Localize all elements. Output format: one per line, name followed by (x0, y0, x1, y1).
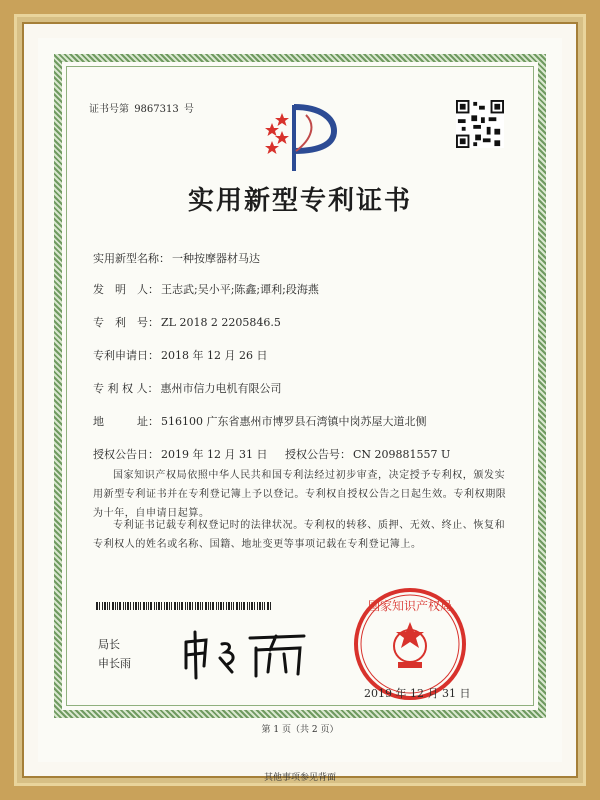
patent-number-label: 专 利 号： (93, 316, 159, 329)
address-value: 516100 广东省惠州市博罗县石湾镇中岗苏屋大道北侧 (161, 415, 427, 428)
barcode (96, 602, 272, 610)
grant-statement-paragraph: 国家知识产权局依照中华人民共和国专利法经过初步审查，决定授予专利权，颁发实用新型专利证书并在专利登记簿上予以登记。专利权自授权公告之日起生效。专利权期限为十年，自申请日起算。 (93, 470, 507, 519)
patent-number-row (93, 314, 281, 330)
signer-role: 局长 (98, 638, 120, 651)
svg-text:国家知识产权局: 国家知识产权局 (367, 599, 453, 613)
patentee-label: 专 利 权 人： (93, 382, 159, 395)
grant-number-label: 授权公告号： (284, 448, 351, 461)
patentee-row (93, 380, 282, 396)
filing-date-label: 专利申请日： (93, 349, 159, 362)
certificate-number-label: 证书号第 (89, 104, 129, 115)
certificate-number (89, 100, 196, 115)
filing-date-value: 2018 年 12 月 26 日 (161, 349, 268, 362)
grant-info-row (93, 446, 450, 462)
grant-date-label: 授权公告日： (93, 448, 159, 461)
seal-date: 2019 年 12 月 31 日 (364, 687, 471, 700)
grant-number-value: CN 209881557 U (352, 448, 451, 461)
utility-model-name-row (93, 250, 260, 266)
handwritten-signature (180, 628, 310, 680)
certificate-number-suffix: 号 (183, 104, 194, 115)
filing-date-row (93, 347, 267, 363)
certificate-number-value: 9867313 (134, 104, 179, 115)
address-label: 地 址： (93, 415, 159, 428)
inventors-label: 发 明 人： (93, 283, 159, 296)
grant-date-value: 2019 年 12 月 31 日 (161, 448, 268, 461)
legal-status-paragraph: 专利证书记载专利权登记时的法律状况。专利权的转移、质押、无效、终止、恢复和专利权人的姓名或名称、国籍、地址变更等事项记载在专利登记簿上。 (93, 520, 506, 550)
patent-number-value: ZL 2018 2 2205846.5 (161, 316, 281, 329)
certificate-paper (38, 38, 562, 762)
inventors-row (93, 281, 319, 297)
page-number: 第 1 页（共 2 页） (261, 725, 339, 735)
certificate-title: 实用新型专利证书 (187, 186, 412, 216)
utility-model-name-label: 实用新型名称： (93, 252, 170, 265)
signer-name: 申长雨 (98, 657, 131, 670)
footer-note: 其他事项参见背面 (263, 773, 336, 783)
address-row (93, 413, 427, 429)
qr-code (456, 100, 504, 148)
patentee-value: 惠州市信力电机有限公司 (160, 382, 282, 395)
patent-office-logo (260, 95, 340, 175)
utility-model-name-value: 一种按摩器材马达 (172, 252, 260, 265)
inventors-value: 王志武;吴小平;陈鑫;谭利;段海燕 (161, 283, 319, 296)
